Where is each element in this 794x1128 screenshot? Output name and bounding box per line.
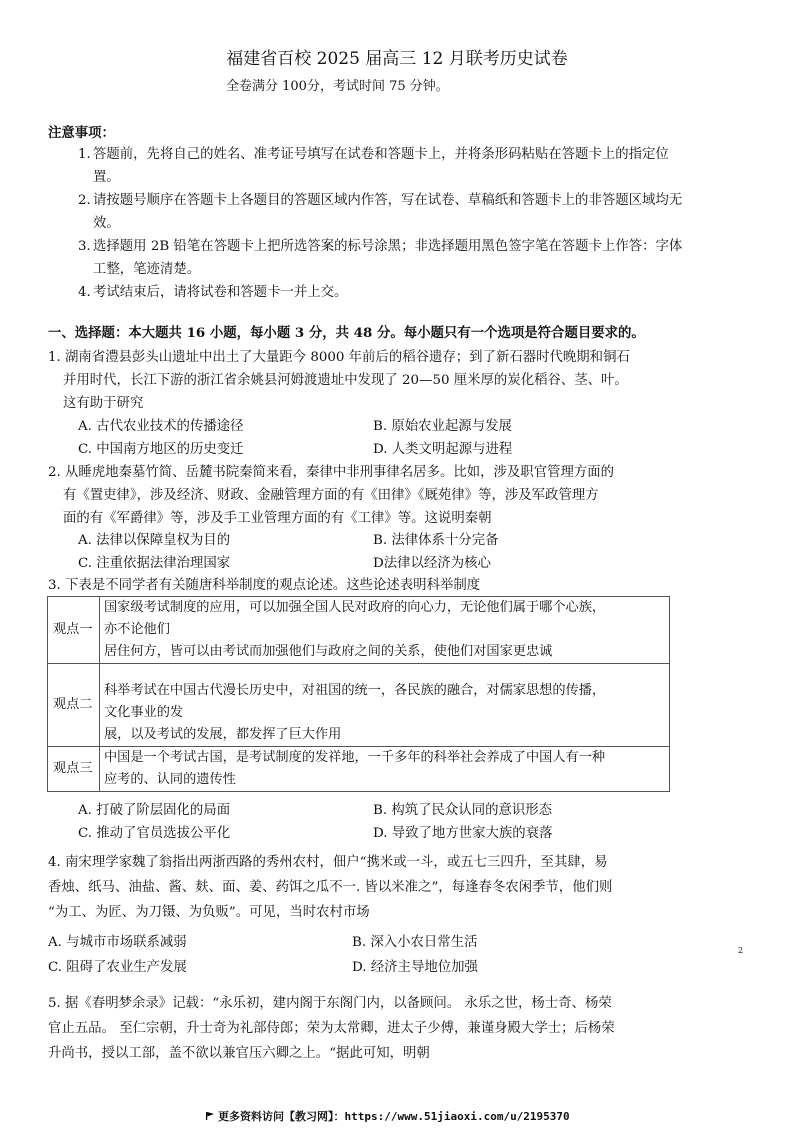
notice-item-text: 考试结束后，请将试卷和答题卡一并上交。 bbox=[93, 285, 348, 300]
notice-item-number: 3. bbox=[78, 239, 91, 254]
footer-link[interactable] bbox=[206, 1105, 570, 1128]
question-5-line: 5. 据《春明梦余录》记载：“永乐初，建内阁于东阁门内，以备顾问。 永乐之世，杨士奇、杨荣 bbox=[48, 996, 612, 1011]
viewpoint-label: 观点三 bbox=[48, 747, 100, 792]
question-4-line: 香烛、纸马、油盐、酱、麸、面、姜、药饵之瓜不一. 皆以米准之”，每逢春冬农闲季节，他们则 bbox=[48, 880, 613, 895]
question-2 bbox=[48, 461, 688, 530]
viewpoint-line: 展，以及考试的发展，都发挥了巨大作用 bbox=[104, 727, 342, 742]
viewpoint-label: 观点二 bbox=[48, 664, 100, 747]
option-d[interactable]: D法律以经济为核心 bbox=[373, 556, 491, 571]
notice-item-number: 4. bbox=[78, 285, 91, 300]
option-a[interactable]: A. 与城市市场联系减弱 bbox=[48, 935, 187, 950]
option-c[interactable]: C. 中国南方地区的历史变迁 bbox=[78, 442, 244, 457]
notice-item bbox=[78, 235, 690, 281]
section-heading: 一、选择题：本大题共 16 小题，每小题 3 分，共 48 分。每小题只有一个选项是符合题目要求的。 bbox=[48, 325, 645, 341]
notice-item bbox=[78, 281, 690, 304]
notice-item-text: 选择题用 2B 铅笔在答题卡上把所选答案的标号涂黑；非选择题用黑色签字笔在答题卡上作答：字体工整，笔迹清楚。 bbox=[93, 239, 683, 277]
viewpoints-table bbox=[47, 596, 670, 792]
option-c[interactable]: C. 推动了官员选拔公平化 bbox=[78, 826, 231, 841]
exam-title: 福建省百校 2025 届高三 12 月联考历史试卷 bbox=[226, 49, 568, 69]
page-number: 2 bbox=[738, 946, 744, 955]
question-4-line: 4. 南宋理学家魏了翁指出两浙西路的秀州农村，佃户“携米或一斗，或五七三四升，至其肆，易 bbox=[48, 855, 608, 870]
viewpoint-line: 文化事业的发 bbox=[104, 705, 184, 720]
viewpoint-line: 应考的、认同的遗传性 bbox=[104, 772, 236, 787]
option-b[interactable]: B. 构筑了民众认同的意识形态 bbox=[373, 803, 553, 818]
footer-text: 更多资料访问【教习网】：https://www.51jiaoxi.com/u/2195370 bbox=[218, 1110, 570, 1123]
question-1-line: 并用时代，长江下游的浙江省余姚县河姆渡遗址中发现了 20—50 厘米厚的炭化稻谷、茎、叶。 bbox=[63, 373, 628, 388]
question-3 bbox=[48, 574, 688, 597]
question-4 bbox=[48, 850, 688, 925]
viewpoint-line: 居住何方，皆可以由考试而加强他们与政府之间的关系，使他们对国家更忠诚 bbox=[104, 644, 553, 659]
exam-subtitle: 全卷满分 100分，考试时间 75 分钟。 bbox=[226, 79, 449, 94]
question-4-line: “为工、为匠、为刀镊、为负贩”。可见，当时农村市场 bbox=[48, 905, 370, 920]
viewpoint-text bbox=[100, 597, 670, 664]
table-row bbox=[48, 747, 670, 792]
notice-list bbox=[78, 143, 690, 304]
notice-item-number: 2. bbox=[78, 193, 91, 208]
option-d[interactable]: D. 人类文明起源与进程 bbox=[373, 442, 513, 457]
viewpoint-text bbox=[100, 664, 670, 747]
option-a[interactable]: A. 法律以保障皇权为目的 bbox=[78, 533, 231, 548]
option-b[interactable]: B. 原始农业起源与发展 bbox=[373, 419, 512, 434]
table-row bbox=[48, 664, 670, 747]
question-5-line: 升尚书，授以工部，盖不欲以兼官压六卿之上。“据此可知，明朝 bbox=[48, 1046, 430, 1061]
option-c[interactable]: C. 注重依据法律治理国家 bbox=[78, 556, 231, 571]
notice-item-text: 请按题号顺序在答题卡上各题目的答题区域内作答，写在试卷、草稿纸和答题卡上的非答题区域均无效。 bbox=[93, 193, 683, 231]
question-2-options bbox=[78, 529, 678, 575]
notice-item bbox=[78, 143, 690, 189]
option-b[interactable]: B. 深入小农日常生活 bbox=[352, 935, 478, 950]
flag-icon bbox=[206, 1112, 214, 1120]
question-3-options bbox=[78, 799, 678, 845]
viewpoint-label: 观点一 bbox=[48, 597, 100, 664]
option-d[interactable]: D. 导致了地方世家大族的衰落 bbox=[373, 826, 553, 841]
notice-item-text: 答题前，先将自己的姓名、准考证号填写在试卷和答题卡上，并将条形码粘贴在答题卡上的指定位置。 bbox=[93, 147, 669, 185]
option-d[interactable]: D. 经济主导地位加强 bbox=[352, 960, 478, 975]
notice-item bbox=[78, 189, 690, 235]
viewpoint-line: 科举考试在中国古代漫长历史中，对祖国的统一，各民族的融合，对儒家思想的传播， bbox=[104, 683, 606, 698]
question-2-line: 有《置吏律》，涉及经济、财政、金融管理方面的有《田律》《厩苑律》等，涉及军政管理方 bbox=[63, 488, 599, 503]
option-c[interactable]: C. 阻碍了农业生产发展 bbox=[48, 960, 187, 975]
viewpoint-line: 亦不论他们 bbox=[104, 622, 170, 637]
question-1-line: 1. 湖南省澧县彭头山遗址中出土了大量距今 8000 年前后的稻谷遗存；到了新石器时代晚期和铜石 bbox=[48, 350, 630, 365]
question-1-options bbox=[78, 415, 678, 461]
option-a[interactable]: A. 古代农业技术的传播途径 bbox=[78, 419, 244, 434]
question-3-line: 3. 下表是不同学者有关随唐科举制度的观点论述。这些论述表明科举制度 bbox=[48, 578, 481, 593]
notice-heading: 注意事项： bbox=[48, 125, 115, 141]
option-a[interactable]: A. 打破了阶层固化的局面 bbox=[78, 803, 231, 818]
question-5-line: 官止五品。 至仁宗朝，升士奇为礼部侍郎；荣为太常卿，进太子少傅，兼谨身殿大学士；后杨荣 bbox=[48, 1021, 615, 1036]
question-1-line: 这有助于研究 bbox=[63, 396, 144, 411]
question-4-options bbox=[48, 930, 648, 980]
question-5 bbox=[48, 991, 688, 1066]
question-2-line: 面的有《军爵律》等，涉及手工业管理方面的有《工律》等。这说明秦朝 bbox=[63, 511, 492, 526]
question-1 bbox=[48, 346, 688, 415]
viewpoint-line: 中国是一个考试古国，是考试制度的发祥地，一千多年的科举社会养成了中国人有一种 bbox=[104, 750, 606, 765]
table-row bbox=[48, 597, 670, 664]
option-b[interactable]: B. 法律体系十分完备 bbox=[373, 533, 499, 548]
viewpoint-text bbox=[100, 747, 670, 792]
question-2-line: 2. 从睡虎地秦墓竹简、岳麓书院秦简来看，秦律中非刑事律名居多。比如，涉及职官管理方面的 bbox=[48, 465, 615, 480]
notice-item-number: 1. bbox=[78, 147, 91, 162]
viewpoint-line: 国家级考试制度的应用，可以加强全国人民对政府的向心力，无论他们属于哪个心族， bbox=[104, 600, 606, 615]
